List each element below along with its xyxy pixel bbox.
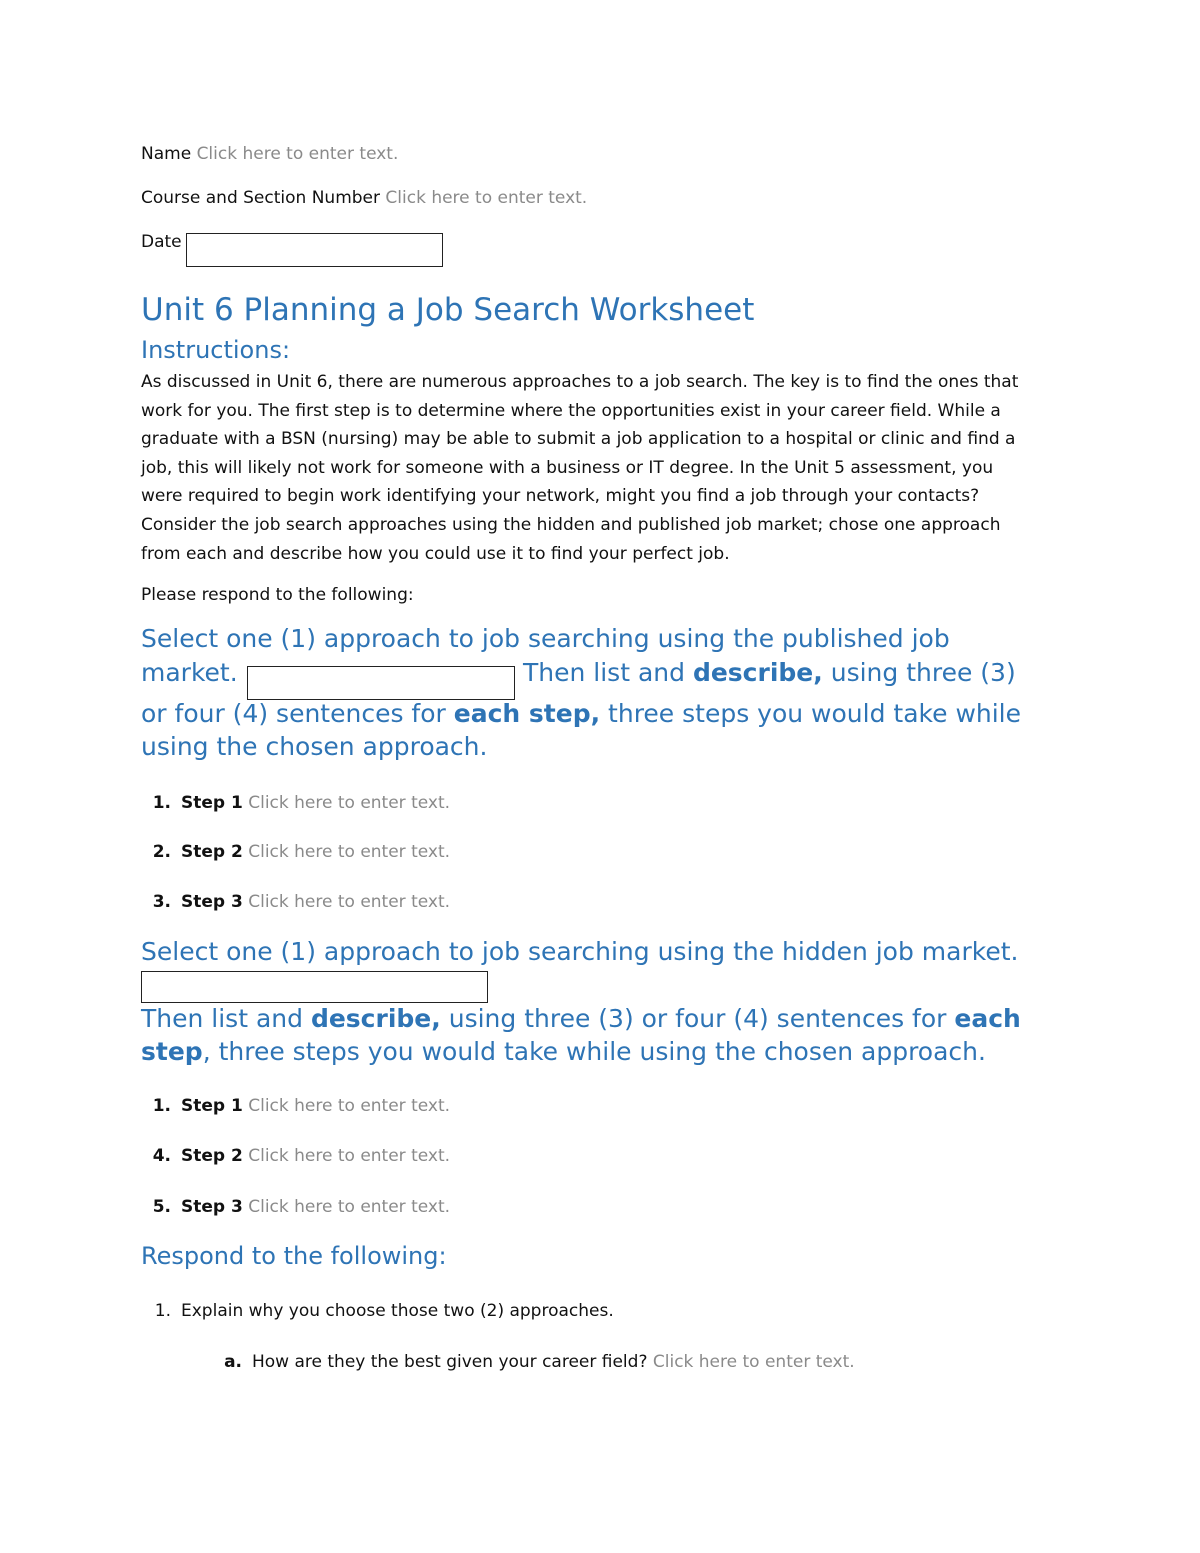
hidden-question-line	[141, 1004, 1021, 1033]
step-field[interactable]: Click here to enter text.	[248, 1146, 451, 1166]
name-label: Name	[141, 144, 192, 164]
list-number: 1.	[152, 1096, 171, 1116]
name-row	[141, 144, 398, 164]
list-number: 4.	[152, 1146, 171, 1166]
instructions-line: graduate with a BSN (nursing) may be able to submit a job application to a hospital or clinic and find a	[141, 429, 1016, 450]
step-field[interactable]: Click here to enter text.	[248, 1197, 451, 1217]
published-market-word: market.	[141, 658, 238, 687]
question-text: How are they the best given your career field?	[252, 1352, 648, 1372]
step-label: Step 2	[181, 1146, 243, 1166]
published-question-line: Select one (1) approach to job searching using the published job	[141, 624, 950, 653]
step-field[interactable]: Click here to enter text.	[248, 892, 451, 912]
published-text: Then list and	[523, 658, 685, 687]
instructions-heading: Instructions:	[141, 336, 291, 364]
date-label: Date	[141, 232, 182, 252]
step-field[interactable]: Click here to enter text.	[248, 842, 451, 862]
course-row	[141, 188, 587, 208]
published-question-line	[523, 658, 1016, 687]
published-question-line: using the chosen approach.	[141, 732, 488, 761]
hidden-bold: each	[954, 1004, 1021, 1033]
instructions-line: work for you. The first step is to determine where the opportunities exist in your career field. While a	[141, 400, 1001, 421]
step-field[interactable]: Click here to enter text.	[248, 793, 451, 813]
list-item	[141, 1301, 741, 1325]
list-item	[141, 1197, 641, 1221]
list-number: 5.	[152, 1197, 171, 1217]
list-number: 1.	[154, 1301, 171, 1321]
step-field[interactable]: Click here to enter text.	[248, 1096, 451, 1116]
hidden-bold: step	[141, 1037, 203, 1066]
instructions-line: job, this will likely not work for someone with a business or IT degree. In the Unit 5 assessment, you	[141, 457, 994, 478]
list-item	[141, 1146, 641, 1170]
name-field[interactable]: Click here to enter text.	[196, 144, 399, 164]
step-label: Step 2	[181, 842, 243, 862]
published-approach-field[interactable]	[247, 666, 515, 700]
hidden-text: using three (3) or four (4) sentences for	[448, 1004, 947, 1033]
published-question-line	[141, 699, 1021, 728]
published-question-line	[141, 658, 238, 687]
course-field[interactable]: Click here to enter text.	[385, 188, 588, 208]
list-item	[141, 892, 641, 916]
list-item	[141, 842, 641, 866]
hidden-text: , three steps you would take while using the chosen approach.	[202, 1037, 986, 1066]
date-field[interactable]	[186, 233, 443, 267]
list-number: 3.	[152, 892, 171, 912]
please-respond-text: Please respond to the following:	[141, 585, 414, 605]
instructions-line: from each and describe how you could use it to find your perfect job.	[141, 543, 730, 564]
hidden-text: Then list and	[141, 1004, 303, 1033]
hidden-question-line	[141, 1037, 986, 1066]
answer-field[interactable]: Click here to enter text.	[652, 1352, 855, 1372]
step-label: Step 3	[181, 892, 243, 912]
published-text: three steps you would take while	[608, 699, 1022, 728]
list-number: 2.	[152, 842, 171, 862]
date-row	[141, 232, 182, 252]
published-text: using three (3)	[830, 658, 1016, 687]
instructions-line: were required to begin work identifying your network, might you find a job through your contacts?	[141, 486, 980, 507]
published-bold: describe,	[692, 658, 823, 687]
instructions-paragraph	[141, 368, 1041, 568]
hidden-bold: describe,	[310, 1004, 441, 1033]
instructions-line: Consider the job search approaches using the hidden and published job market; chose one approach	[141, 514, 1001, 535]
hidden-approach-field[interactable]	[141, 971, 488, 1003]
published-text: or four (4) sentences for	[141, 699, 446, 728]
list-item	[141, 1096, 641, 1120]
list-item	[212, 1352, 932, 1376]
respond-heading: Respond to the following:	[141, 1242, 447, 1270]
question-text: Explain why you choose those two (2) approaches.	[181, 1301, 614, 1321]
step-label: Step 3	[181, 1197, 243, 1217]
list-letter: a.	[224, 1352, 242, 1372]
step-label: Step 1	[181, 793, 243, 813]
page-title: Unit 6 Planning a Job Search Worksheet	[141, 292, 755, 328]
list-item	[141, 793, 641, 817]
course-label: Course and Section Number	[141, 188, 380, 208]
instructions-line: As discussed in Unit 6, there are numerous approaches to a job search. The key is to find the ones that	[141, 372, 1019, 392]
published-bold: each step,	[453, 699, 601, 728]
hidden-question-line: Select one (1) approach to job searching using the hidden job market.	[141, 937, 1019, 966]
step-label: Step 1	[181, 1096, 243, 1116]
list-number: 1.	[152, 793, 171, 813]
